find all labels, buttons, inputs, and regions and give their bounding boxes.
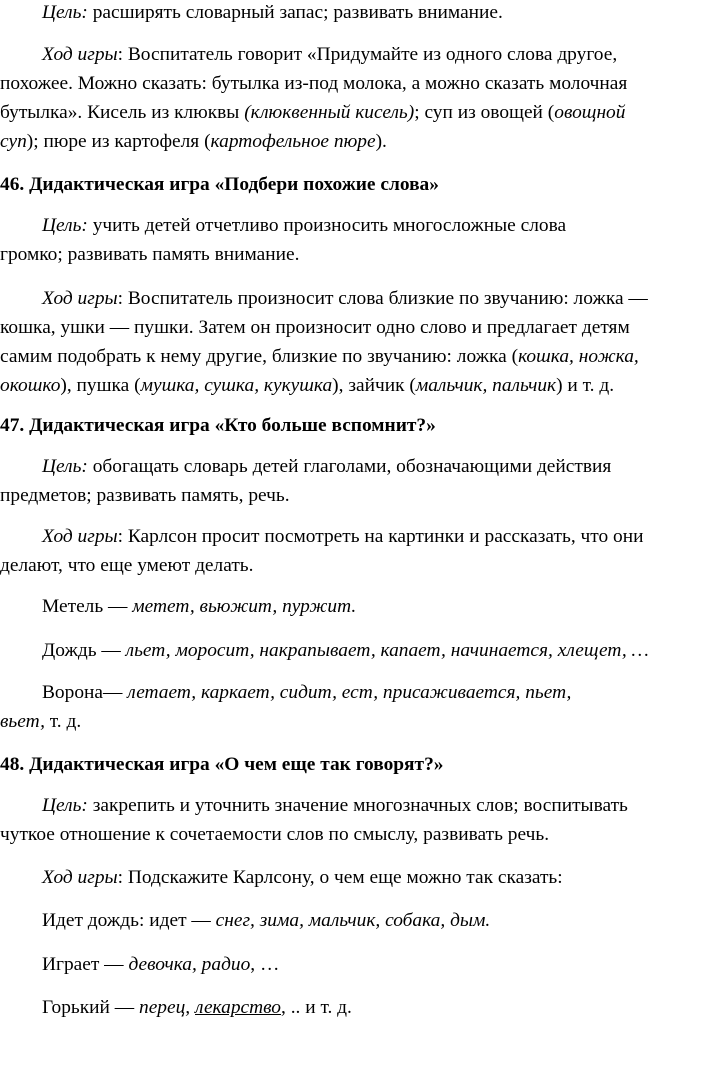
course-paragraph (0, 863, 704, 892)
course-text: ), зайчик ( (332, 375, 416, 396)
example-tail: , .. и т. д. (281, 997, 352, 1018)
goal-text: расширять словарный запас; развивать внимание. (87, 2, 503, 23)
course-text: : Подскажите Карлсону, о чем еще можно так сказать: (117, 867, 563, 888)
course-label: Ход игры (42, 867, 118, 888)
course-paragraph (0, 284, 700, 400)
goal-label: Цель: (42, 795, 88, 816)
course-paragraph (0, 40, 700, 156)
goal-paragraph (0, 211, 700, 269)
example-tail: , … (250, 954, 280, 975)
course-italic: (клюквенный кисель) (244, 102, 415, 123)
goal-text: предметов; развивать память, речь. (0, 485, 290, 506)
course-text: ; суп из овощей ( (414, 102, 555, 123)
example-word: Играет — (42, 954, 129, 975)
example-items: снег, зима, мальчик, собака, дым. (215, 910, 491, 931)
course-text: ), пушка ( (60, 375, 141, 396)
goal-paragraph (0, 0, 704, 27)
example-word: Метель — (42, 596, 133, 617)
example-verbs: льет, моросит, накрапывает, капает, начинается, хлещет, … (125, 640, 649, 661)
course-italic: овощной (554, 102, 626, 123)
goal-text: закрепить и уточнить значение многозначных слов; воспитывать (87, 795, 628, 816)
course-text: : Воспитатель говорит «Придумайте из одного слова другое, (117, 44, 618, 65)
course-text: ). (375, 131, 387, 152)
course-text: самим подобрать к нему другие, близкие по звучанию: ложка ( (0, 346, 519, 367)
course-italic: мальчик, пальчик (415, 375, 557, 396)
example-tail: т. д. (44, 711, 82, 732)
example-word: Горький — (42, 997, 139, 1018)
course-italic: суп (0, 131, 27, 152)
course-italic: окошко (0, 375, 61, 396)
example-verbs: летает, каркает, сидит, ест, присаживается, пьет, (127, 682, 572, 703)
example-paragraph (0, 678, 700, 736)
section-heading: 46. Дидактическая игра «Подбери похожие слова» (0, 174, 439, 195)
example-verbs: вьет, (0, 711, 45, 732)
goal-label: Цель: (42, 215, 88, 236)
course-text: бутылка». Кисель из клюквы (0, 102, 245, 123)
example-items-underlined: лекарство (195, 997, 281, 1018)
course-text: : Воспитатель произносит слова близкие по звучанию: ложка — (117, 288, 648, 309)
example-verbs: метет, вьюжит, пуржит. (132, 596, 357, 617)
example-items: девочка, радио (128, 954, 251, 975)
course-italic: кошка, ножка, (518, 346, 639, 367)
example-word: Ворона— (42, 682, 128, 703)
example-line (0, 592, 704, 621)
course-text: делают, что еще умеют делать. (0, 555, 254, 576)
goal-paragraph (0, 791, 700, 849)
goal-label: Цель: (42, 2, 88, 23)
course-text: : Карлсон просит посмотреть на картинки и рассказать, что они (117, 526, 644, 547)
course-paragraph (0, 522, 700, 580)
section-heading: 47. Дидактическая игра «Кто больше вспомнит?» (0, 415, 436, 436)
example-line (0, 636, 704, 665)
goal-text: учить детей отчетливо произносить многосложные слова (87, 215, 567, 236)
goal-text: обогащать словарь детей глаголами, обозначающими действия (87, 456, 612, 477)
course-label: Ход игры (42, 44, 118, 65)
example-items: перец, (139, 997, 195, 1018)
course-italic: мушка, сушка, кукушка (140, 375, 333, 396)
course-text: кошка, ушки — пушки. Затем он произносит одно слово и предлагает детям (0, 317, 630, 338)
goal-label: Цель: (42, 456, 88, 477)
example-word: Идет дождь: идет — (42, 910, 216, 931)
goal-text: громко; развивать память внимание. (0, 244, 300, 265)
course-label: Ход игры (42, 526, 118, 547)
example-line (0, 993, 704, 1022)
course-text: ) и т. д. (556, 375, 615, 396)
goal-text: чуткое отношение к сочетаемости слов по смыслу, развивать речь. (0, 824, 550, 845)
course-text: ); пюре из картофеля ( (26, 131, 211, 152)
section-heading: 48. Дидактическая игра «О чем еще так говорят?» (0, 754, 444, 775)
example-line (0, 950, 704, 979)
course-italic: картофельное пюре (210, 131, 376, 152)
goal-paragraph (0, 452, 700, 510)
example-line (0, 906, 704, 935)
course-label: Ход игры (42, 288, 118, 309)
course-text: похожее. Можно сказать: бутылка из-под молока, а можно сказать молочная (0, 73, 628, 94)
example-word: Дождь — (42, 640, 126, 661)
